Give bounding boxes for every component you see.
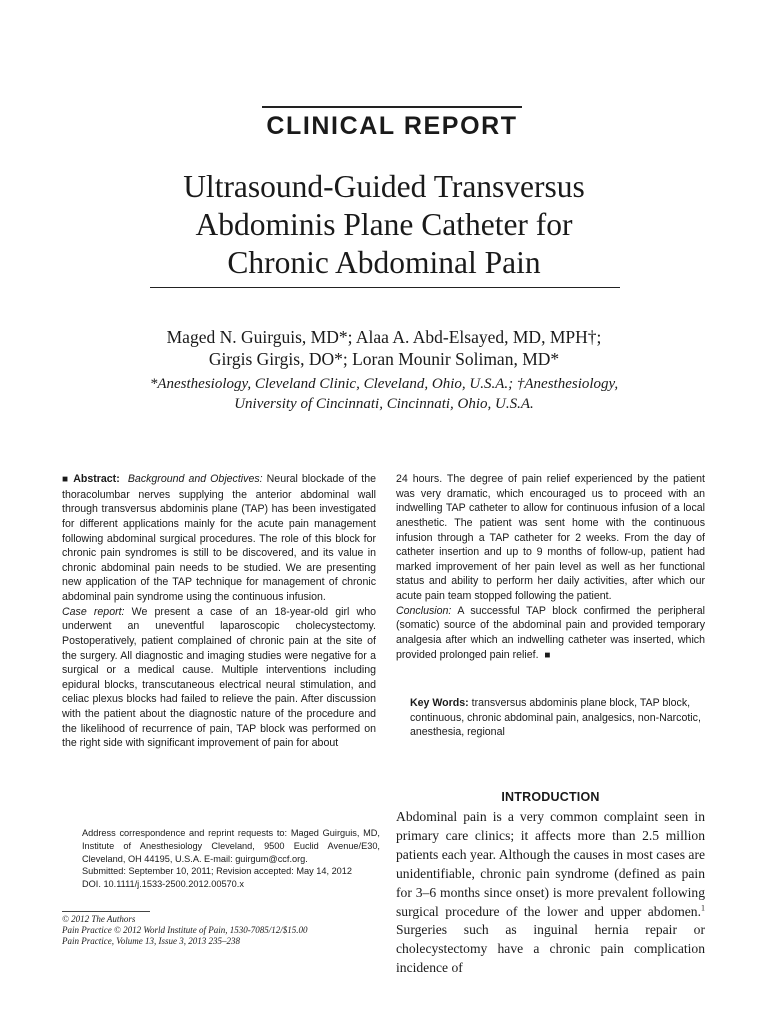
keywords-label: Key Words: [410,697,469,709]
abstract-background-paragraph [62,472,376,605]
authors-line-2: Girgis Girgis, DO*; Loran Mounir Soliman, MD* [208,349,560,369]
article-title [130,168,638,282]
introduction-heading: INTRODUCTION [501,790,600,804]
abstract-column-right [396,472,705,663]
report-type-label [262,106,522,141]
case-report-text: We present a case of an 18-year-old girl who underwent an uneventful laparoscopic cholecystectomy. Postoperatively, patient complained of chronic pain at the site of the surgery. All diagnostic and imaging studies were negative for a surgical or a medical cause. Multiple interventions including epidural blocks, transcutaneous electrical neural stimulation, and celiac plexus blocks had failed to relieve the pain. After discussion with the patient about the diagnostic nature of the procedure and the likelihood of recurrence of pain, TAP block was performed on the right side with significant improvement of pain for about [62,605,376,750]
conclusion-text: A successful TAP block confirmed the peripheral (somatic) source of the abdominal pain and provided temporary analgesia after which an indwelling catheter was inserted, which provided prolonged pain relief. [396,604,705,661]
conclusion-label: Conclusion: [396,604,452,617]
case-report-paragraph [62,605,376,751]
affiliations-line-1: *Anesthesiology, Cleveland Clinic, Cleveland, Ohio, U.S.A.; †Anesthesiology, [149,376,619,392]
title-divider [150,287,620,288]
affiliations-line-2: University of Cincinnati, Cincinnati, Ohio, U.S.A. [234,396,534,412]
abstract-marker-icon: ■ [62,474,70,485]
case-report-continued: 24 hours. The degree of pain relief experienced by the patient was very dramatic, which encouraged us to proceed with an indwelling TAP catheter to allow for continuous infusion of a local anesthetic. The patient was sent home with the continuous infusion through a TAP catheter for 2 weeks. From the day of catheter insertion and up to 9 months of follow-up, patient had marked improvement of her pain level as well as her functional status and ability to perform her daily activities, after which our acute pain team stopped following the patient. [396,473,705,602]
citation-line: Pain Practice, Volume 13, Issue 3, 2013 235–238 [62,935,240,946]
case-report-label: Case report: [62,605,125,618]
conclusion-paragraph [396,604,705,664]
introduction-body [396,808,705,978]
intro-text-part-2: Surgeries such as inguinal hernia repair or cholecystectomy have a chronic pain complication incidence of [396,922,705,976]
authors-line-1: Maged N. Guirguis, MD*; Alaa A. Abd-Elsayed, MD, MPH†; [166,327,602,347]
journal-line: Pain Practice © 2012 World Institute of Pain, 1530-7085/12/$15.00 [62,924,308,935]
correspondence-address: Address correspondence and reprint requests to: Maged Guirguis, MD, Institute of Anesthesiology Cleveland, 9500 Euclid Avenue/E30, Cleveland, OH 44195, U.S.A. E-mail: guirgum@ccf.org. [82,828,380,864]
copyright-line: © 2012 The Authors [62,914,136,924]
title-line-1: Ultrasound-Guided Transversus [183,169,585,204]
background-label: Background and Objectives: [127,473,263,485]
correspondence-note [62,827,380,891]
abstract-end-marker-icon: ■ [544,649,551,661]
affiliations [70,374,698,414]
footer-divider [62,911,150,912]
abstract-column-left [62,472,376,751]
copyright-footer [62,914,382,946]
author-list [70,326,698,370]
keywords-text: transversus abdominis plane block, TAP block, continuous, chronic abdominal pain, analgesics, non-Narcotic, anesthesia, regional [410,697,701,739]
reference-1-link[interactable]: 1 [701,903,705,912]
background-text: Neural blockade of the thoracolumbar nerves supplying the anterior abdominal wall through transversus abdominis plane (TAP) has been investigated for different applications mainly for the acute pain management following abdominal surgical procedures. The role of this block for chronic pain syndromes is still to be discovered, and its value in chronic abdominal pain needs to be studied. We are presenting new application of the TAP technique for management of chronic abdominal pain syndrome using the continuous infusion. [62,473,376,603]
abstract-heading: Abstract: [73,473,120,485]
title-line-2: Abdominis Plane Catheter for [195,207,573,242]
title-line-3: Chronic Abdominal Pain [227,245,541,280]
doi: DOI. 10.1111/j.1533-2500.2012.00570.x [82,879,244,890]
intro-text-part-1: Abdominal pain is a very common complaint seen in primary care clinics; it affects more than 2.5 million patients each year. Although the causes in most cases are unidentifiable, chronic pain syndrome (defined as pain for 3–6 months since onset) is more prevalent following surgical procedure of the lower and upper abdomen. [396,809,705,919]
keywords-paragraph [396,696,705,740]
report-label-text: CLINICAL REPORT [266,112,518,140]
submission-dates: Submitted: September 10, 2011; Revision accepted: May 14, 2012 [82,866,353,877]
keywords [396,696,705,740]
